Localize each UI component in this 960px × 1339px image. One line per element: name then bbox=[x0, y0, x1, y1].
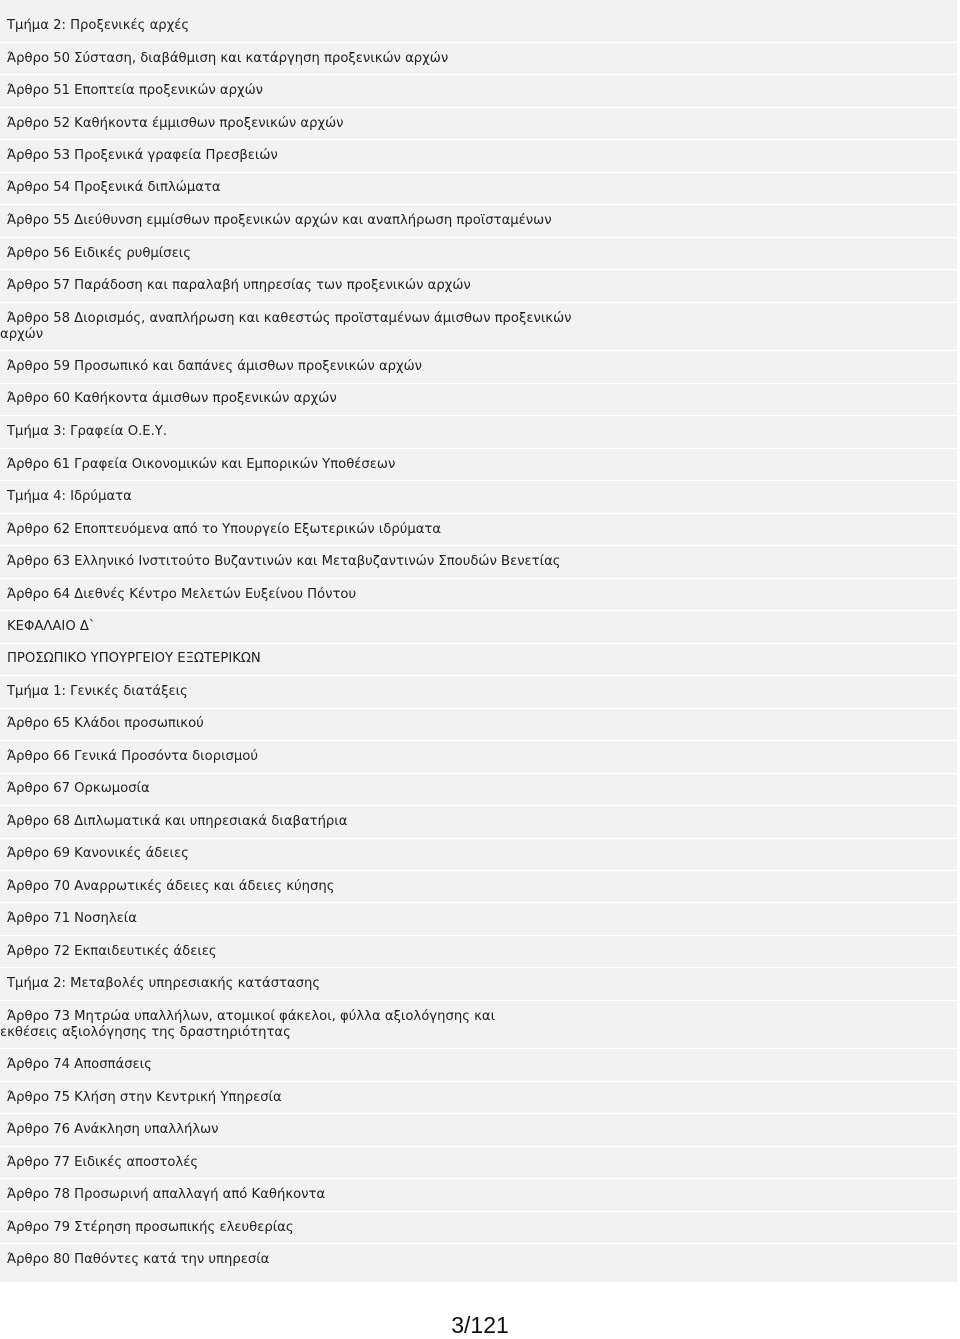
toc-entry[interactable] bbox=[0, 359, 957, 375]
toc-entry-text: Άρθρο 59 Προσωπικό και δαπάνες άμισθων προξενικών αρχών bbox=[7, 359, 423, 374]
toc-entry-text: Άρθρο 71 Νοσηλεία bbox=[7, 911, 137, 926]
toc-entry[interactable] bbox=[0, 651, 957, 667]
divider bbox=[0, 740, 957, 741]
toc-entry[interactable] bbox=[0, 749, 957, 765]
divider bbox=[0, 302, 957, 303]
toc-entry-text: Άρθρο 56 Ειδικές ρυθμίσεις bbox=[7, 246, 191, 261]
divider bbox=[0, 513, 957, 514]
divider bbox=[0, 204, 957, 205]
toc-entry[interactable] bbox=[0, 619, 957, 635]
toc-entry[interactable] bbox=[0, 1057, 957, 1073]
toc-entry-text: Άρθρο 68 Διπλωματικά και υπηρεσιακά διαβατήρια bbox=[7, 814, 348, 829]
divider bbox=[0, 773, 957, 774]
toc-entry[interactable] bbox=[0, 587, 957, 603]
divider bbox=[0, 1146, 957, 1147]
toc-entry-text: Άρθρο 72 Εκπαιδευτικές άδειες bbox=[7, 944, 217, 959]
toc-entry[interactable] bbox=[0, 457, 957, 473]
toc-entry[interactable] bbox=[0, 554, 957, 570]
toc-entry[interactable] bbox=[0, 846, 957, 862]
toc-entry-text: Άρθρο 51 Εποπτεία προξενικών αρχών bbox=[7, 83, 264, 98]
toc-entry-text: Άρθρο 73 Μητρώα υπαλλήλων, ατομικοί φάκελοι, φύλλα αξιολόγησης και εκθέσεις αξιολόγησης της δραστηριότητας bbox=[0, 1009, 496, 1040]
divider bbox=[0, 708, 957, 709]
toc-entry-text: Άρθρο 65 Κλάδοι προσωπικού bbox=[7, 716, 204, 731]
divider bbox=[0, 870, 957, 871]
divider bbox=[0, 74, 957, 75]
toc-entry[interactable] bbox=[0, 684, 957, 700]
divider bbox=[0, 107, 957, 108]
toc-entry[interactable] bbox=[0, 522, 957, 538]
toc-entry[interactable] bbox=[0, 18, 957, 34]
toc-entry-text: Άρθρο 67 Ορκωμοσία bbox=[7, 781, 150, 796]
toc-entry-text: Άρθρο 77 Ειδικές αποστολές bbox=[7, 1155, 199, 1170]
toc-entry-text: Άρθρο 53 Προξενικά γραφεία Πρεσβειών bbox=[7, 148, 278, 163]
toc-entry-text: ΚΕΦΑΛΑΙΟ Δ` bbox=[7, 619, 96, 634]
toc-entry[interactable] bbox=[0, 1155, 957, 1171]
toc-entry-text: Τμήμα 1: Γενικές διατάξεις bbox=[7, 684, 188, 699]
toc-entry[interactable] bbox=[0, 116, 957, 132]
divider bbox=[0, 545, 957, 546]
toc-entry[interactable] bbox=[0, 489, 957, 505]
divider bbox=[0, 1048, 957, 1049]
toc-entry[interactable] bbox=[0, 976, 957, 992]
toc-entry-text: Τμήμα 4: Ιδρύματα bbox=[7, 489, 132, 504]
divider bbox=[0, 448, 957, 449]
toc-entry-text: Άρθρο 62 Εποπτευόμενα από το Υπουργείο Εξωτερικών ιδρύματα bbox=[7, 522, 442, 537]
divider bbox=[0, 350, 957, 351]
divider bbox=[0, 383, 957, 384]
toc-entry-text: Άρθρο 70 Αναρρωτικές άδειες και άδειες κύησης bbox=[7, 879, 335, 894]
toc-entry[interactable] bbox=[0, 246, 957, 262]
toc-entry[interactable] bbox=[0, 391, 957, 407]
toc-entry[interactable] bbox=[0, 879, 957, 895]
divider bbox=[0, 172, 957, 173]
divider bbox=[0, 610, 957, 611]
divider bbox=[0, 935, 957, 936]
toc-entry[interactable] bbox=[0, 1122, 957, 1138]
divider bbox=[0, 1178, 957, 1179]
toc-entry-text: Τμήμα 2: Μεταβολές υπηρεσιακής κατάστασης bbox=[7, 976, 321, 991]
toc-entry[interactable] bbox=[0, 1252, 957, 1268]
toc-entry-text: Άρθρο 79 Στέρηση προσωπικής ελευθερίας bbox=[7, 1220, 294, 1235]
toc-entry-text: Άρθρο 78 Προσωρινή απαλλαγή από Καθήκοντα bbox=[7, 1187, 326, 1202]
divider bbox=[0, 967, 957, 968]
toc-entry-text: Άρθρο 61 Γραφεία Οικονομικών και Εμπορικών Υποθέσεων bbox=[7, 457, 396, 472]
toc-entry[interactable] bbox=[0, 814, 957, 830]
toc-entry[interactable] bbox=[0, 1090, 957, 1106]
divider bbox=[0, 1081, 957, 1082]
toc-entry[interactable] bbox=[0, 781, 957, 797]
toc-entry-text: Άρθρο 60 Καθήκοντα άμισθων προξενικών αρχών bbox=[7, 391, 337, 406]
toc-entry[interactable] bbox=[0, 51, 957, 67]
divider bbox=[0, 1000, 957, 1001]
toc-entry[interactable] bbox=[0, 83, 957, 99]
page-number: 3/121 bbox=[451, 1312, 509, 1338]
divider bbox=[0, 237, 957, 238]
divider bbox=[0, 643, 957, 644]
toc-entry[interactable] bbox=[0, 716, 957, 732]
toc-entry[interactable] bbox=[0, 180, 957, 196]
toc-entry-text: Τμήμα 2: Προξενικές αρχές bbox=[7, 18, 190, 33]
toc-entry[interactable] bbox=[0, 311, 957, 343]
divider bbox=[0, 269, 957, 270]
divider bbox=[0, 675, 957, 676]
divider bbox=[0, 805, 957, 806]
toc-entry-text: Άρθρο 58 Διορισμός, αναπλήρωση και καθεστώς προϊσταμένων άμισθων προξενικών αρχών bbox=[0, 311, 572, 342]
toc-entry-text: Άρθρο 52 Καθήκοντα έμμισθων προξενικών αρχών bbox=[7, 116, 344, 131]
toc-entry[interactable] bbox=[0, 278, 957, 294]
toc-entry-text: Άρθρο 75 Κλήση στην Κεντρική Υπηρεσία bbox=[7, 1090, 282, 1105]
toc-entry-text: Άρθρο 55 Διεύθυνση εμμίσθων προξενικών αρχών και αναπλήρωση προϊσταμένων bbox=[7, 213, 552, 228]
toc-entry[interactable] bbox=[0, 148, 957, 164]
divider bbox=[0, 1211, 957, 1212]
toc-entry-text: Άρθρο 57 Παράδοση και παραλαβή υπηρεσίας των προξενικών αρχών bbox=[7, 278, 471, 293]
toc-entry[interactable] bbox=[0, 911, 957, 927]
divider bbox=[0, 42, 957, 43]
toc-entry-text: Άρθρο 74 Αποσπάσεις bbox=[7, 1057, 152, 1072]
toc-entry[interactable] bbox=[0, 424, 957, 440]
divider bbox=[0, 902, 957, 903]
toc-entry-text: ΠΡΟΣΩΠΙΚΟ ΥΠΟΥΡΓΕΙΟΥ ΕΞΩΤΕΡΙΚΩΝ bbox=[7, 651, 261, 666]
divider bbox=[0, 1243, 957, 1244]
toc-entry[interactable] bbox=[0, 944, 957, 960]
toc-entry-text: Άρθρο 63 Ελληνικό Ινστιτούτο Βυζαντινών και Μεταβυζαντινών Σπουδών Βενετίας bbox=[7, 554, 561, 569]
toc-entry[interactable] bbox=[0, 213, 957, 229]
divider bbox=[0, 838, 957, 839]
toc-entry-text: Τμήμα 3: Γραφεία Ο.Ε.Υ. bbox=[7, 424, 168, 439]
toc-entry-text: Άρθρο 66 Γενικά Προσόντα διορισμού bbox=[7, 749, 258, 764]
toc-entry-text: Άρθρο 64 Διεθνές Κέντρο Μελετών Ευξείνου Πόντου bbox=[7, 587, 357, 602]
toc-entry[interactable] bbox=[0, 1009, 957, 1041]
divider bbox=[0, 415, 957, 416]
toc-entry[interactable] bbox=[0, 1187, 957, 1203]
divider bbox=[0, 480, 957, 481]
divider bbox=[0, 1113, 957, 1114]
divider bbox=[0, 139, 957, 140]
toc-entry-text: Άρθρο 69 Κανονικές άδειες bbox=[7, 846, 189, 861]
toc-entry-text: Άρθρο 50 Σύσταση, διαβάθμιση και κατάργηση προξενικών αρχών bbox=[7, 51, 449, 66]
toc-entry-text: Άρθρο 76 Ανάκληση υπαλλήλων bbox=[7, 1122, 219, 1137]
toc-entry-text: Άρθρο 80 Παθόντες κατά την υπηρεσία bbox=[7, 1252, 270, 1267]
divider bbox=[0, 578, 957, 579]
toc-entry-text: Άρθρο 54 Προξενικά διπλώματα bbox=[7, 180, 221, 195]
toc-entry[interactable] bbox=[0, 1220, 957, 1236]
